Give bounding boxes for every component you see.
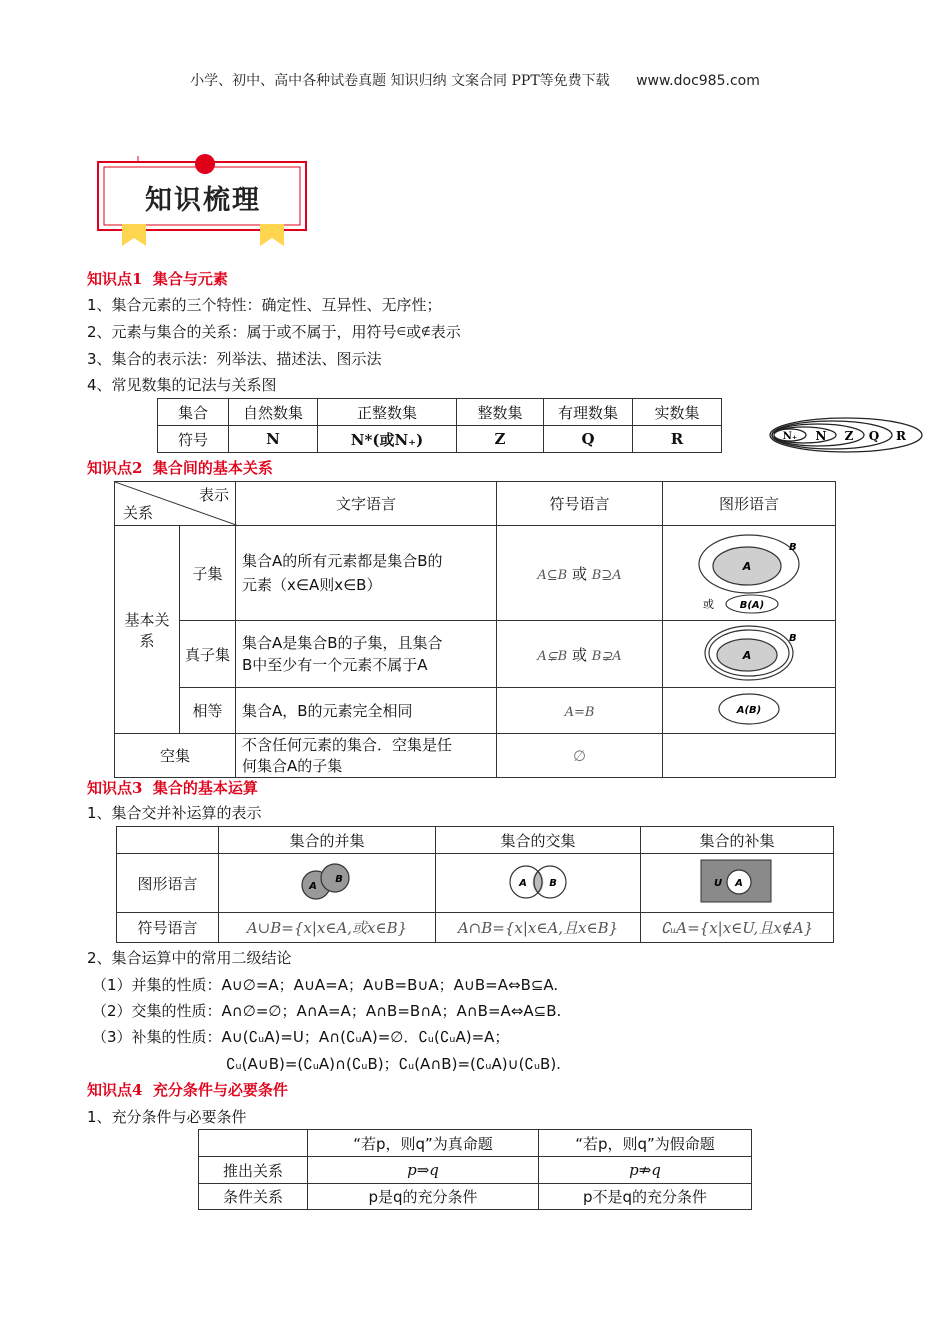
nst-h2: 正整数集 (318, 399, 457, 426)
intersection-venn (436, 854, 640, 908)
ops-h-complement: 集合的补集 (641, 827, 834, 854)
intersection-a: A (519, 878, 527, 889)
nst-h4: 有理数集 (544, 399, 633, 426)
ops-row-symbol: 符号语言 (117, 913, 219, 943)
kp4-sub1: 1、充分条件与必要条件 (87, 1108, 247, 1126)
subset-venn-b: B (789, 542, 797, 553)
ribbon-left-icon (122, 224, 146, 246)
rel-name-equal: 相等 (180, 688, 236, 734)
nst-row-label: 符号 (158, 426, 229, 453)
rel-figure-empty (663, 734, 836, 778)
cond-row-label-2: 条件关系 (199, 1184, 308, 1210)
kp1-line4: 4、常见数集的记法与关系图 (87, 376, 277, 394)
nst-h3: 整数集 (457, 399, 544, 426)
proper-venn-b: B (789, 633, 797, 644)
proper-text-2: B中至少有一个元素不属于A (242, 656, 428, 674)
proper-sym-1: A⊊B (537, 648, 568, 664)
rel-text-proper (236, 621, 497, 688)
kp3-heading (87, 777, 258, 798)
kp3-union-props: （1）并集的性质：A∪∅=A；A∪A=A；A∪B=B∪A；A∪B=A⇔B⊆A. (92, 976, 559, 994)
rel-col-text: 文字语言 (236, 482, 497, 526)
header-url[interactable]: www.doc985.com (636, 73, 760, 89)
notin-symbol: ∉ (421, 325, 431, 338)
cond-h-false: “若p，则q”为假命题 (539, 1130, 752, 1157)
subset-fig-label: B(A) (739, 600, 765, 611)
kp2-label: 知识点2 (87, 459, 143, 477)
corner-bottom: 关系 (123, 504, 154, 522)
equal-sym: A=B (564, 704, 595, 720)
header-text: 小学、初中、高中各种试卷真题 知识归纳 文案合同 PPT等免费下载 (190, 73, 610, 89)
subset-text-1: 集合A的所有元素都是集合B的 (242, 552, 443, 570)
condition-table (198, 1129, 752, 1210)
rel-name-empty: 空集 (115, 734, 236, 778)
equal-fig-label: A(B) (736, 704, 762, 716)
kp1-title: 集合与元素 (152, 270, 228, 288)
kp1-line2 (87, 321, 461, 342)
equal-venn (663, 689, 835, 729)
cond-h-true: “若p，则q”为真命题 (308, 1130, 539, 1157)
kp3-complement-props-2: ∁ᵤ(A∪B)=(∁ᵤA)∩(∁ᵤB)；∁ᵤ(A∩B)=(∁ᵤA)∪(∁ᵤB). (226, 1055, 561, 1073)
ns-label-3: Q (868, 429, 880, 443)
proper-text-1: 集合A是集合B的子集，且集合 (242, 634, 443, 652)
complement-formula: ∁ᵤA={x|x∈U,且x∉A} (641, 913, 834, 943)
union-figure (219, 854, 436, 913)
kp3-sub2: 2、集合运算中的常用二级结论 (87, 949, 292, 967)
kp4-title: 充分条件与必要条件 (152, 1081, 288, 1099)
nst-h0: 集合 (158, 399, 229, 426)
banner-pin-icon (195, 154, 215, 174)
ns-label-2: Z (844, 429, 854, 443)
intersection-formula: A∩B={x|x∈A,且x∈B} (436, 913, 641, 943)
cond-false-imply: p⇏q (539, 1157, 752, 1184)
proper-venn-a: A (742, 649, 752, 662)
complement-venn (641, 854, 833, 908)
subset-text-2: 元素（x∈A则x∈B） (242, 576, 382, 594)
subset-venn (663, 526, 835, 616)
kp3-complement-props-1: （3）补集的性质：A∪(∁ᵤA)=U；A∩(∁ᵤA)=∅．∁ᵤ(∁ᵤA)=A； (92, 1028, 510, 1046)
nst-s0: N (229, 426, 318, 453)
ops-corner (117, 827, 219, 854)
ribbon-right-icon (260, 224, 284, 246)
kp1-line2-or: 或 (406, 323, 422, 341)
nst-s1: N*(或N₊) (318, 426, 457, 453)
corner-cell (115, 482, 236, 526)
kp3-sub1: 1、集合交并补运算的表示 (87, 804, 262, 822)
kp4-label: 知识点4 (87, 1081, 143, 1099)
section-banner (96, 152, 310, 248)
rel-text-empty (236, 734, 497, 778)
kp3-label: 知识点3 (87, 779, 143, 797)
subset-sym-1: A⊆B (537, 567, 568, 583)
union-a: A (309, 881, 317, 892)
kp1-heading (87, 268, 228, 289)
kp4-heading (87, 1079, 288, 1100)
rel-symbol-equal (497, 688, 663, 734)
kp1-line2-a: 2、元素与集合的关系：属于或不属于，用符号 (87, 323, 397, 341)
intersection-b: B (549, 878, 557, 889)
nst-s3: Q (544, 426, 633, 453)
nst-s4: R (633, 426, 722, 453)
proper-or: 或 (571, 645, 587, 664)
set-operations-table (116, 826, 834, 943)
intersection-figure (436, 854, 641, 913)
complement-a: A (735, 878, 743, 889)
union-formula: A∪B={x|x∈A,或x∈B} (219, 913, 436, 943)
rel-col-figure: 图形语言 (663, 482, 836, 526)
in-symbol: ∈ (396, 325, 407, 338)
ops-row-figure: 图形语言 (117, 854, 219, 913)
nst-h1: 自然数集 (229, 399, 318, 426)
rel-text-equal: 集合A，B的元素完全相同 (236, 688, 497, 734)
rel-text-subset (236, 526, 497, 621)
rel-symbol-proper (497, 621, 663, 688)
ns-label-1: N (815, 429, 827, 443)
page-header (0, 70, 950, 90)
rel-name-subset: 子集 (180, 526, 236, 621)
rel-symbol-subset (497, 526, 663, 621)
kp1-line3: 3、集合的表示法：列举法、描述法、图示法 (87, 350, 382, 368)
complement-u: U (714, 878, 723, 889)
union-b: B (335, 874, 343, 885)
number-sets-table (157, 398, 722, 453)
cond-corner (199, 1130, 308, 1157)
number-sets-diagram (768, 415, 926, 455)
group-label: 基本关系 (115, 526, 180, 734)
kp1-line2-b: 表示 (430, 323, 461, 341)
nst-h5: 实数集 (633, 399, 722, 426)
rel-figure-equal (663, 688, 836, 734)
union-venn (219, 854, 435, 908)
rel-col-symbol: 符号语言 (497, 482, 663, 526)
cond-row-label-1: 推出关系 (199, 1157, 308, 1184)
cond-false-relation: p不是q的充分条件 (539, 1184, 752, 1210)
proper-subset-venn (663, 621, 835, 683)
rel-figure-subset (663, 526, 836, 621)
set-relations-table (114, 481, 836, 778)
subset-or: 或 (571, 564, 587, 583)
kp2-title: 集合间的基本关系 (152, 459, 273, 477)
empty-text-1: 不含任何元素的集合．空集是任 (242, 735, 453, 754)
subset-venn-a: A (742, 560, 752, 573)
nst-s2: Z (457, 426, 544, 453)
corner-top: 表示 (198, 486, 229, 504)
ns-label-4: R (896, 429, 906, 443)
kp1-label: 知识点1 (87, 270, 143, 288)
subset-fig-or: 或 (703, 598, 714, 611)
kp3-title: 集合的基本运算 (152, 779, 258, 797)
cond-true-relation: p是q的充分条件 (308, 1184, 539, 1210)
rel-name-proper: 真子集 (180, 621, 236, 688)
ns-label-0: N₊ (782, 431, 798, 442)
cond-true-imply: p⇒q (308, 1157, 539, 1184)
kp3-intersection-props: （2）交集的性质：A∩∅=∅；A∩A=A；A∩B=B∩A；A∩B=A⇔A⊆B. (92, 1002, 562, 1020)
subset-sym-2: B⊇A (591, 567, 622, 583)
ops-h-union: 集合的并集 (219, 827, 436, 854)
complement-figure (641, 854, 834, 913)
rel-figure-proper (663, 621, 836, 688)
empty-text-2: 何集合A的子集 (242, 756, 343, 775)
proper-sym-2: B⊋A (591, 648, 622, 664)
ops-h-intersection: 集合的交集 (436, 827, 641, 854)
rel-symbol-empty: ∅ (497, 734, 663, 778)
kp1-line1: 1、集合元素的三个特性：确定性、互异性、无序性； (87, 296, 442, 314)
kp2-heading (87, 457, 273, 478)
banner-title: 知识梳理 (145, 185, 261, 216)
